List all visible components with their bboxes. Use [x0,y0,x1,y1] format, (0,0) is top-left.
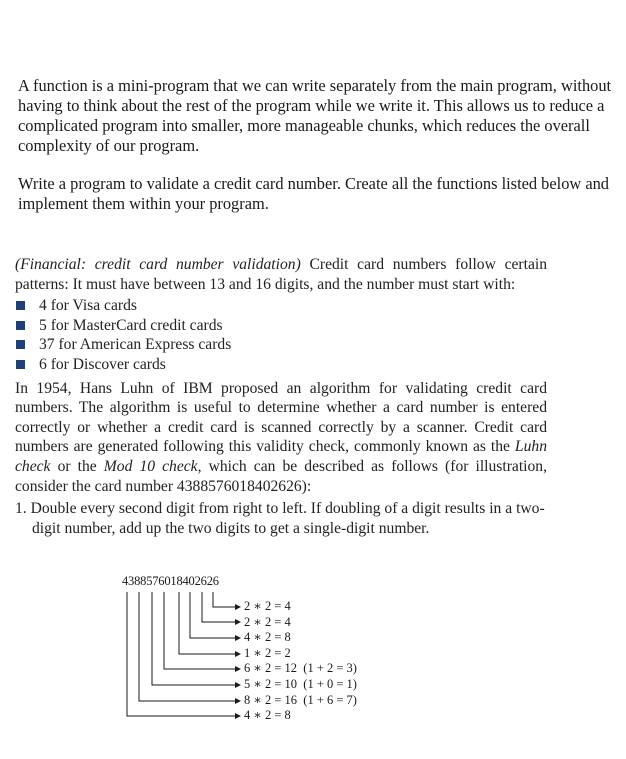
calc-line: 6 ∗ 2 = 12 (1 + 2 = 3) [244,661,357,676]
problem-description: Credit card numbers follow certain patterns: It must have between 13 and 16 digits, and the number must start with: [15,256,547,293]
problem-title: (Financial: credit card number validation) [15,256,301,273]
connector-line [179,592,240,654]
calc-line: 5 ∗ 2 = 10 (1 + 0 = 1) [244,677,357,691]
luhn-paragraph: In 1954, Hans Luhn of IBM proposed an algorithm for validating credit card numbers. The algorithm is useful to determine whether a card number is entered correctly or whether a credit card is scanned correctly by a scanner. Credit card numbers are generated following this validity check, commonly known as the Luhn check or the Mod 10 check, which can be described as follows (for illustration, consider the card number 4388576018402626): [15,379,547,495]
list-item: 5 for MasterCard credit cards [15,316,547,336]
problem-statement [15,255,547,294]
bullet-square-icon [16,301,25,310]
textbook-excerpt [15,255,547,538]
calc-line: 2 ∗ 2 = 4 [244,614,291,629]
card-prefix-list [15,296,547,374]
bullet-square-icon [16,360,25,369]
doubling-diagram [120,574,390,734]
calc-line: 2 ∗ 2 = 4 [244,599,291,613]
card-number: 4388576018402626 [122,574,219,588]
intro-paragraph-1: A function is a mini-program that we can write separately from the main program, without having to think about the rest of the program while we write it. This allows us to reduce a complicated program into smaller, more manageable chunks, which reduces the overall complexity of our program. [18,76,612,155]
luhn-term: Luhn check [15,438,547,475]
calc-line: 8 ∗ 2 = 16 (1 + 6 = 7) [244,692,357,707]
calc-line: 1 ∗ 2 = 2 [244,645,291,660]
step-1: 1. Double every second digit from right to left. If doubling of a digit results in a two-digit number, add up the two digits to get a single-digit number. [15,500,545,537]
list-item: 6 for Discover cards [15,355,547,375]
calc-line: 4 ∗ 2 = 8 [244,630,291,645]
intro-text [18,76,618,232]
connector-line [213,592,240,607]
bullet-square-icon [16,321,25,330]
bullet-square-icon [16,340,25,349]
list-item: 37 for American Express cards [15,335,547,355]
intro-paragraph-2: Write a program to validate a credit card number. Create all the functions listed below and implement them within your program. [18,174,610,213]
calc-line: 4 ∗ 2 = 8 [244,708,291,723]
mod10-term: Mod 10 check [103,457,198,475]
connector-line [190,592,240,638]
list-item: 4 for Visa cards [15,296,547,316]
